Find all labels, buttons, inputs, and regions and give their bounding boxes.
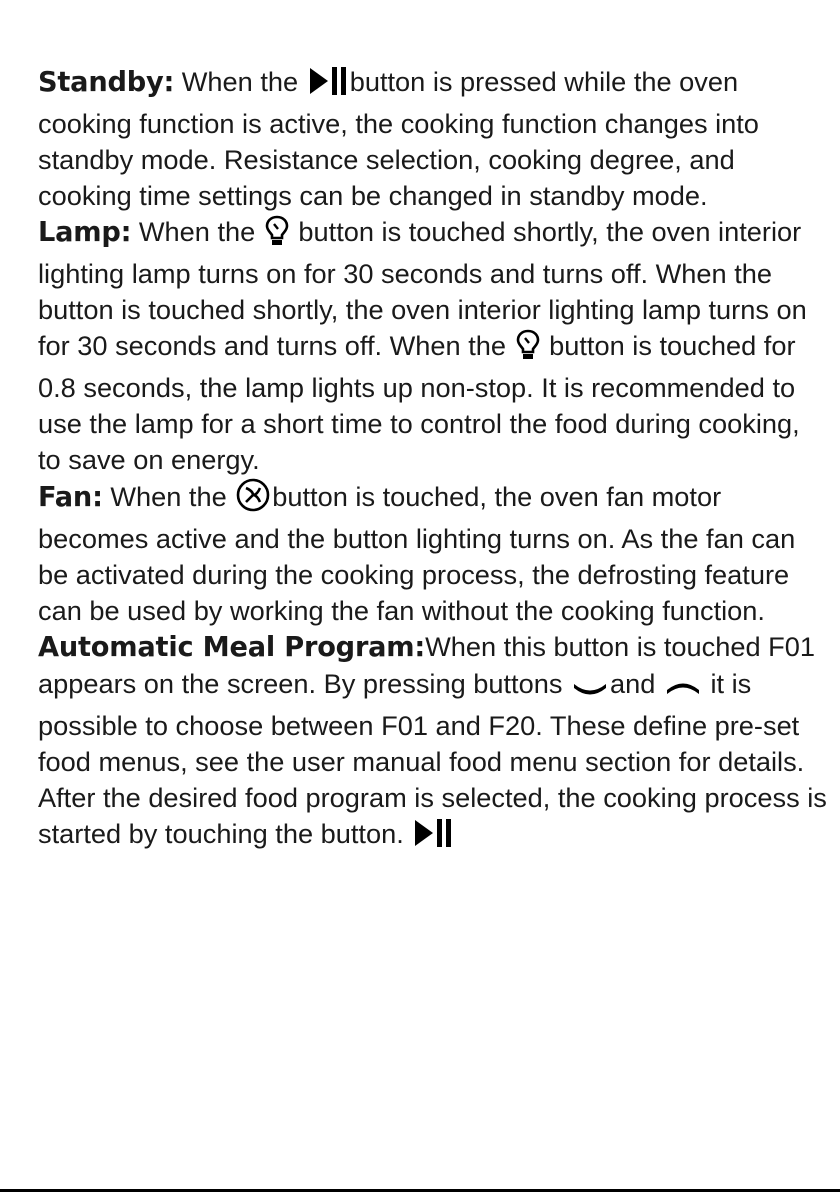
standby-paragraph (38, 64, 828, 214)
meal-program-label: Automatic Meal Program: (38, 632, 426, 663)
standby-label: Standby: (38, 67, 175, 98)
standby-text-1: When the (174, 66, 299, 97)
manual-content (38, 64, 828, 858)
chevron-down-icon (572, 672, 608, 708)
lamp-paragraph (38, 214, 828, 478)
meal-program-text-3: it is possible to choose between F01 and F20. These define pre-set food menus, see the user manual food menu section for details. After the desired food program is selected, the cooking process is started by touching the button. (38, 668, 827, 849)
lamp-text-1: When the (131, 216, 256, 247)
lamp-text-3: button is touched for 0.8 seconds, the lamp lights up non-stop. It is recommended to use the lamp for a short time to control the food during cooking, to save on energy. (38, 330, 800, 475)
play-pause-icon (308, 65, 348, 106)
lamp-icon (516, 329, 540, 370)
lamp-label: Lamp: (38, 217, 132, 248)
meal-program-paragraph (38, 629, 828, 858)
fan-label: Fan: (38, 482, 103, 513)
fan-icon (236, 478, 270, 521)
play-pause-icon (413, 817, 453, 858)
fan-text-2: button is touched, the oven fan motor becomes active and the button lighting turns on. As the fan can be activated during the cooking process, the defrosting feature can be used by working the fan without the cooking function. (38, 481, 796, 626)
fan-text-1: When the (102, 481, 227, 512)
standby-text-2: button is pressed while the oven cooking function is active, the cooking function changes into standby mode. Resistance selection, cooking degree, and cooking time settings can be changed in standby mode. (38, 66, 759, 211)
meal-program-text-2: and (610, 668, 656, 699)
meal-program-text-1: When this button is touched F01 appears on the screen. By pressing buttons (38, 631, 816, 699)
lamp-icon (265, 215, 289, 256)
chevron-up-icon (665, 672, 701, 708)
lamp-text-2: button is touched shortly, the oven interior lighting lamp turns on for 30 seconds and turns off. When the button is touched shortly, the oven interior lighting lamp turns on for 30 seconds and turns off. When the (38, 216, 807, 361)
fan-paragraph (38, 478, 828, 629)
